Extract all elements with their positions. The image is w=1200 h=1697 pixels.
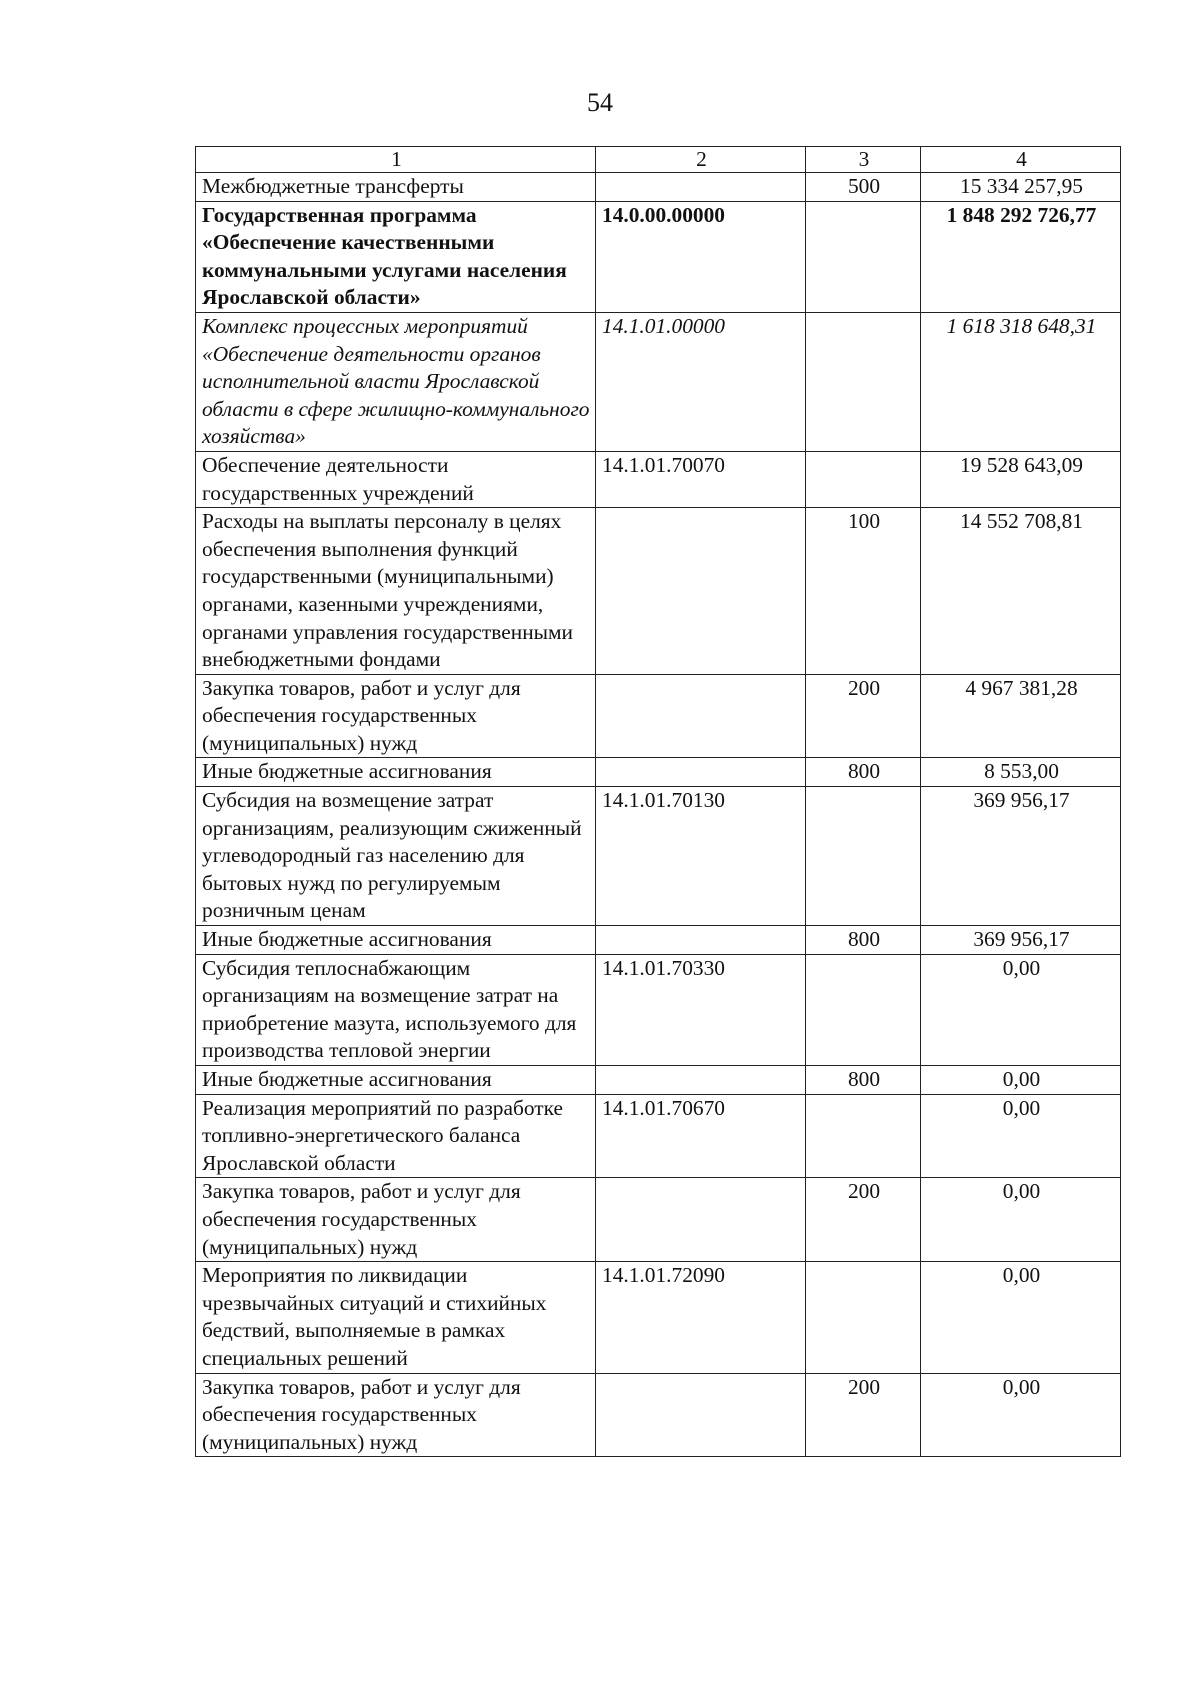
row-name-cell: Иные бюджетные ассигнования bbox=[196, 926, 596, 955]
row-amount-cell: 0,00 bbox=[921, 1262, 1121, 1373]
table-header bbox=[196, 147, 1121, 173]
row-name-cell: Закупка товаров, работ и услуг для обеспечения государственных (муниципальных) нужд bbox=[196, 1178, 596, 1262]
row-name-cell: Иные бюджетные ассигнования bbox=[196, 758, 596, 787]
row-code-cell: 14.1.01.70670 bbox=[596, 1094, 806, 1178]
row-amount-cell: 15 334 257,95 bbox=[921, 173, 1121, 202]
row-name-cell: Субсидия на возмещение затрат организациям, реализующим сжиженный углеводородный газ населению для бытовых нужд по регулируемым розничным ценам bbox=[196, 787, 596, 926]
row-name-cell: Закупка товаров, работ и услуг для обеспечения государственных (муниципальных) нужд bbox=[196, 674, 596, 758]
row-name-cell: Комплекс процессных мероприятий «Обеспечение деятельности органов исполнительной власти Ярославской области в сфере жилищно-коммунального хозяйства» bbox=[196, 312, 596, 451]
row-kind-cell: 800 bbox=[806, 758, 921, 787]
row-name-cell: Мероприятия по ликвидации чрезвычайных ситуаций и стихийных бедствий, выполняемые в рамках специальных решений bbox=[196, 1262, 596, 1373]
row-name-cell: Межбюджетные трансферты bbox=[196, 173, 596, 202]
row-amount-cell: 369 956,17 bbox=[921, 787, 1121, 926]
table-row bbox=[196, 758, 1121, 787]
row-kind-cell: 800 bbox=[806, 926, 921, 955]
row-code-cell: 14.1.01.72090 bbox=[596, 1262, 806, 1373]
budget-table bbox=[195, 146, 1121, 1457]
row-kind-cell: 200 bbox=[806, 674, 921, 758]
header-col-1: 1 bbox=[196, 147, 596, 173]
row-kind-cell bbox=[806, 201, 921, 312]
table-row bbox=[196, 451, 1121, 507]
header-col-2: 2 bbox=[596, 147, 806, 173]
row-kind-cell bbox=[806, 312, 921, 451]
row-kind-cell bbox=[806, 787, 921, 926]
table-row bbox=[196, 1094, 1121, 1178]
row-name-cell: Субсидия теплоснабжающим организациям на возмещение затрат на приобретение мазута, используемого для производства тепловой энергии bbox=[196, 954, 596, 1065]
row-kind-cell bbox=[806, 451, 921, 507]
table-row bbox=[196, 508, 1121, 675]
table-row bbox=[196, 312, 1121, 451]
row-kind-cell bbox=[806, 954, 921, 1065]
table-row bbox=[196, 1066, 1121, 1095]
row-name-cell: Закупка товаров, работ и услуг для обеспечения государственных (муниципальных) нужд bbox=[196, 1373, 596, 1457]
row-amount-cell: 0,00 bbox=[921, 1094, 1121, 1178]
row-kind-cell: 100 bbox=[806, 508, 921, 675]
row-amount-cell: 1 618 318 648,31 bbox=[921, 312, 1121, 451]
row-amount-cell: 0,00 bbox=[921, 954, 1121, 1065]
row-kind-cell bbox=[806, 1262, 921, 1373]
row-code-cell: 14.1.01.70130 bbox=[596, 787, 806, 926]
table-row bbox=[196, 201, 1121, 312]
row-name-cell: Расходы на выплаты персоналу в целях обеспечения выполнения функций государственными (муниципальными) органами, казенными учреждениями, органами управления государственными внебюджетными фондами bbox=[196, 508, 596, 675]
page-number: 54 bbox=[587, 88, 613, 117]
row-amount-cell: 0,00 bbox=[921, 1066, 1121, 1095]
row-amount-cell: 0,00 bbox=[921, 1178, 1121, 1262]
header-col-4: 4 bbox=[921, 147, 1121, 173]
table-row bbox=[196, 1178, 1121, 1262]
row-kind-cell bbox=[806, 1094, 921, 1178]
row-kind-cell: 800 bbox=[806, 1066, 921, 1095]
row-name-cell: Реализация мероприятий по разработке топливно-энергетического баланса Ярославской области bbox=[196, 1094, 596, 1178]
table-row bbox=[196, 1262, 1121, 1373]
row-name-cell: Иные бюджетные ассигнования bbox=[196, 1066, 596, 1095]
header-col-3: 3 bbox=[806, 147, 921, 173]
row-amount-cell: 4 967 381,28 bbox=[921, 674, 1121, 758]
row-code-cell bbox=[596, 173, 806, 202]
table-row bbox=[196, 926, 1121, 955]
row-code-cell: 14.1.01.70070 bbox=[596, 451, 806, 507]
row-amount-cell: 8 553,00 bbox=[921, 758, 1121, 787]
row-amount-cell: 0,00 bbox=[921, 1373, 1121, 1457]
row-code-cell bbox=[596, 508, 806, 675]
row-code-cell: 14.1.01.00000 bbox=[596, 312, 806, 451]
row-code-cell bbox=[596, 1178, 806, 1262]
table-row bbox=[196, 787, 1121, 926]
row-amount-cell: 19 528 643,09 bbox=[921, 451, 1121, 507]
row-amount-cell: 1 848 292 726,77 bbox=[921, 201, 1121, 312]
row-code-cell bbox=[596, 758, 806, 787]
header-row bbox=[196, 147, 1121, 173]
row-name-cell: Обеспечение деятельности государственных учреждений bbox=[196, 451, 596, 507]
row-kind-cell: 200 bbox=[806, 1373, 921, 1457]
row-code-cell bbox=[596, 1373, 806, 1457]
table-row bbox=[196, 173, 1121, 202]
table-row bbox=[196, 954, 1121, 1065]
row-code-cell bbox=[596, 1066, 806, 1095]
row-amount-cell: 369 956,17 bbox=[921, 926, 1121, 955]
row-code-cell: 14.0.00.00000 bbox=[596, 201, 806, 312]
row-code-cell: 14.1.01.70330 bbox=[596, 954, 806, 1065]
row-code-cell bbox=[596, 926, 806, 955]
table-body bbox=[196, 173, 1121, 1457]
table-row bbox=[196, 674, 1121, 758]
row-amount-cell: 14 552 708,81 bbox=[921, 508, 1121, 675]
row-kind-cell: 500 bbox=[806, 173, 921, 202]
table-row bbox=[196, 1373, 1121, 1457]
row-kind-cell: 200 bbox=[806, 1178, 921, 1262]
row-code-cell bbox=[596, 674, 806, 758]
row-name-cell: Государственная программа «Обеспечение качественными коммунальными услугами населения Ярославской области» bbox=[196, 201, 596, 312]
